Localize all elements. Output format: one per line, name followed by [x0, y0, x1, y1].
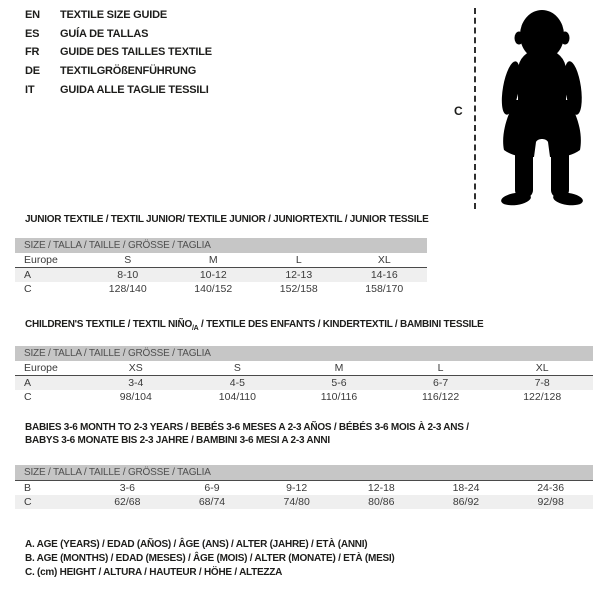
guide-title-de: TEXTILGRÖßENFÜHRUNG	[60, 65, 197, 78]
cell: 5-6	[331, 377, 347, 389]
note-age-years: A. AGE (YEARS) / EDAD (AÑOS) / ÂGE (ANS) / ALTER (JAHRE) / ETÀ (ANNI)	[25, 539, 368, 550]
table-row-height	[15, 390, 593, 404]
babies-title-line2: BABYS 3-6 MONATE BIS 2-3 JAHRE / BAMBINI 3-6 MESI A 2-3 ANNI	[25, 435, 330, 446]
column-header: L	[437, 362, 444, 374]
cell: 158/170	[365, 283, 404, 295]
language-code: EN	[25, 9, 40, 22]
language-code: FR	[25, 46, 40, 59]
column-header: S	[124, 254, 132, 266]
row-label: A	[24, 269, 32, 281]
row-label: B	[24, 482, 32, 494]
language-code: ES	[25, 27, 40, 40]
cell: 14-16	[370, 269, 398, 281]
cell: 6-7	[433, 377, 449, 389]
row-label: C	[24, 391, 32, 403]
cell: 152/158	[279, 283, 318, 295]
size-header-bar: SIZE / TALLA / TAILLE / GRÖSSE / TAGLIA	[15, 346, 593, 361]
children-size-table	[15, 346, 593, 404]
height-measure-label: C	[454, 104, 463, 118]
note-height-cm: C. (cm) HEIGHT / ALTURA / HAUTEUR / HÖHE / ALTEZZA	[25, 567, 283, 578]
cell: 86/92	[452, 496, 480, 508]
guide-title-en: TEXTILE SIZE GUIDE	[60, 9, 168, 22]
height-measure-dashed-line	[474, 8, 476, 209]
language-code: IT	[25, 83, 35, 96]
babies-title-line1: BABIES 3-6 MONTH TO 2-3 YEARS / BEBÉS 3-6 MESES A 2-3 AÑOS / BÉBÉS 3-6 MOIS À 2-3 ANS /	[25, 422, 469, 433]
cell: 7-8	[534, 377, 550, 389]
column-header: S	[233, 362, 241, 374]
guide-title-it: GUIDA ALLE TAGLIE TESSILI	[60, 83, 209, 96]
cell: 8-10	[117, 269, 139, 281]
region-label: Europe	[24, 362, 58, 374]
cell: 68/74	[198, 496, 226, 508]
row-label: C	[24, 496, 32, 508]
legend-notes	[25, 538, 395, 580]
language-row-de	[25, 62, 212, 81]
row-label: C	[24, 283, 32, 295]
cell: 18-24	[452, 482, 480, 494]
children-table-title	[25, 318, 483, 335]
language-row-en	[25, 6, 212, 25]
baby-silhouette-icon	[486, 8, 598, 208]
babies-table-title	[25, 421, 469, 447]
cell: 3-6	[119, 482, 135, 494]
column-header: XL	[377, 254, 391, 266]
cell: 98/104	[119, 391, 152, 403]
cell: 9-12	[286, 482, 308, 494]
column-header: L	[295, 254, 302, 266]
language-code: DE	[25, 65, 40, 78]
babies-size-table	[15, 465, 593, 509]
language-row-fr	[25, 43, 212, 62]
language-row-it	[25, 80, 212, 99]
cell: 140/152	[194, 283, 233, 295]
guide-title-es: GUÍA DE TALLAS	[60, 27, 149, 40]
children-title-pre: CHILDREN'S TEXTILE / TEXTIL NIÑO	[25, 319, 192, 330]
cell: 6-9	[204, 482, 220, 494]
cell: 12-13	[285, 269, 313, 281]
size-header-bar: SIZE / TALLA / TAILLE / GRÖSSE / TAGLIA	[15, 238, 427, 253]
column-header: XL	[535, 362, 549, 374]
cell: 12-18	[367, 482, 395, 494]
size-columns-row	[15, 253, 427, 268]
column-header: XS	[128, 362, 143, 374]
cell: 122/128	[523, 391, 562, 403]
language-title-list	[25, 6, 212, 99]
region-label: Europe	[24, 254, 58, 266]
cell: 4-5	[229, 377, 245, 389]
cell: 110/116	[320, 391, 358, 403]
junior-size-table	[15, 238, 427, 296]
cell: 128/140	[108, 283, 147, 295]
cell: 80/86	[368, 496, 395, 508]
table-row-age-months	[15, 481, 593, 495]
cell: 62/68	[114, 496, 141, 508]
table-row-height	[15, 495, 593, 509]
table-row-height	[15, 282, 427, 296]
column-header: M	[334, 362, 344, 374]
size-columns-row	[15, 361, 593, 376]
language-row-es	[25, 25, 212, 44]
guide-title-fr: GUIDE DES TAILLES TEXTILE	[60, 46, 212, 59]
size-header-bar: SIZE / TALLA / TAILLE / GRÖSSE / TAGLIA	[15, 465, 593, 481]
cell: 74/80	[283, 496, 310, 508]
cell: 104/110	[218, 391, 256, 403]
table-row-age	[15, 376, 593, 390]
junior-table-title: JUNIOR TEXTILE / TEXTIL JUNIOR/ TEXTILE JUNIOR / JUNIORTEXTIL / JUNIOR TESSILE	[25, 214, 429, 225]
cell: 3-4	[128, 377, 144, 389]
note-age-months: B. AGE (MONTHS) / EDAD (MESES) / ÂGE (MOIS) / ALTER (MONATE) / ETÀ (MESI)	[25, 553, 395, 564]
table-row-age	[15, 268, 427, 282]
cell: 92/98	[537, 496, 564, 508]
children-title-post: / TEXTILE DES ENFANTS / KINDERTEXTIL / BAMBINI TESSILE	[198, 319, 484, 330]
column-header: M	[208, 254, 218, 266]
height-figure	[450, 6, 600, 214]
cell: 116/122	[422, 391, 460, 403]
children-title-sub: /A	[191, 325, 199, 332]
row-label: A	[24, 377, 32, 389]
cell: 24-36	[537, 482, 565, 494]
cell: 10-12	[199, 269, 227, 281]
